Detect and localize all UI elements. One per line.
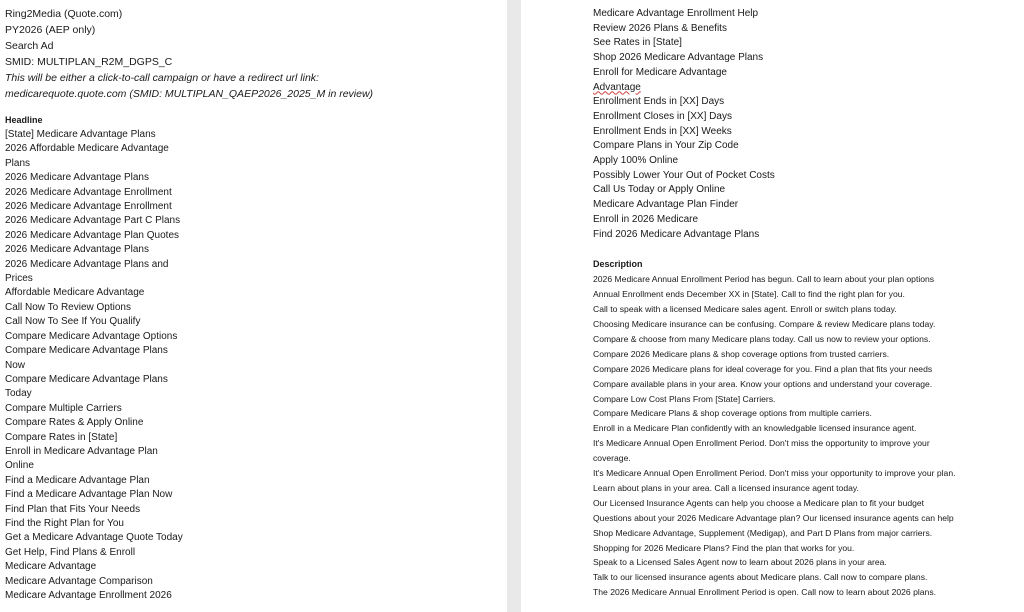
headline-item: Enrollment Ends in [XX] Days <box>593 96 725 108</box>
headline-label: Headline <box>5 115 43 125</box>
headline-item: Find a Medicare Advantage Plan <box>5 474 150 486</box>
description-item: Annual Enrollment ends December XX in [State]. Call to find the right plan for you. <box>593 289 905 300</box>
headline-item: Medicare Advantage Plan Finder <box>593 199 739 211</box>
description-item: Enroll in a Medicare Plan confidently with an knowledgable licensed insurance agent. <box>593 423 917 434</box>
description-item: Compare 2026 Medicare plans for ideal coverage for you. Find a plan that fits your needs <box>593 363 933 374</box>
meta-line: SMID: MULTIPLAN_R2M_DGPS_C <box>5 56 173 68</box>
headline-item: Apply 100% Online <box>593 155 679 167</box>
headline-item: Review 2026 Plans & Benefits <box>593 22 727 34</box>
description-item: It's Medicare Annual Open Enrollment Period. Don't miss the opportunity to improve your <box>593 438 930 449</box>
headline-item: Enrollment Ends in [XX] Weeks <box>593 125 732 137</box>
description-label: Description <box>593 259 643 270</box>
headline-item: 2026 Medicare Advantage Plans and <box>5 258 169 270</box>
headline-item: Enroll in 2026 Medicare <box>593 213 699 225</box>
right-page-content <box>593 7 1021 600</box>
headline-item: Affordable Medicare Advantage <box>5 287 145 299</box>
description-item: It's Medicare Annual Open Enrollment Period. Don't miss your opportunity to improve your plan. <box>593 468 956 479</box>
headline-item: Compare Multiple Carriers <box>5 402 122 414</box>
description-item: The 2026 Medicare Annual Enrollment Period is open. Call now to learn about 2026 plans. <box>593 587 937 598</box>
note-line: medicarequote.quote.com (SMID: MULTIPLAN_QAEP2026_2025_M in review) <box>5 88 374 100</box>
headline-item: Online <box>5 460 34 472</box>
meta-line: PY2026 (AEP only) <box>5 24 96 36</box>
headline-item: [State] Medicare Advantage Plans <box>5 129 156 140</box>
description-item: Shop Medicare Advantage, Supplement (Medigap), and Part D Plans from major carriers. <box>593 527 933 538</box>
headline-item: Enroll in Medicare Advantage Plan <box>5 445 158 457</box>
right-document-page <box>521 0 1024 612</box>
headline-item: 2026 Medicare Advantage Plan Quotes <box>5 229 180 241</box>
headline-item: Compare Rates & Apply Online <box>5 417 144 429</box>
headline-item: Compare Rates in [State] <box>5 431 118 443</box>
headline-item: Compare Plans in Your Zip Code <box>593 140 739 152</box>
headline-item: Call Now To See If You Qualify <box>5 316 141 328</box>
headline-item: 2026 Medicare Advantage Part C Plans <box>5 215 181 227</box>
headline-item: Compare Medicare Advantage Plans <box>5 345 168 357</box>
headline-item: Shop 2026 Medicare Advantage Plans <box>593 52 764 64</box>
campaign-info <box>5 6 500 102</box>
headline-item: 2026 Medicare Advantage Enrollment <box>5 186 172 198</box>
meta-line: Search Ad <box>5 40 54 52</box>
headline-item: Medicare Advantage Enrollment Help <box>593 8 759 19</box>
headline-item: Medicare Advantage Comparison <box>5 575 153 587</box>
headline-item: Plans <box>5 157 31 169</box>
description-item: Compare & choose from many Medicare plans today. Call us now to review your options. <box>593 333 931 344</box>
description-item: Speak to a Licensed Sales Agent now to learn about 2026 plans in your area. <box>593 557 887 568</box>
headline-item: 2026 Medicare Advantage Plans <box>5 172 149 184</box>
headline-item: Call Now To Review Options <box>5 301 131 313</box>
description-item: Compare Medicare Plans & shop coverage options from multiple carriers. <box>593 408 872 419</box>
headline-item: Possibly Lower Your Out of Pocket Costs <box>593 169 775 181</box>
headline-item: Medicare Advantage <box>5 561 97 573</box>
headline-list <box>5 128 500 603</box>
headline-item: Find 2026 Medicare Advantage Plans <box>593 228 760 240</box>
description-item: Talk to our licensed insurance agents about Medicare plans. Call now to compare plans. <box>593 572 928 583</box>
description-item: Questions about your 2026 Medicare Advantage plan? Our licensed insurance agents can help <box>593 512 954 523</box>
left-document-page <box>0 0 507 612</box>
description-list <box>593 272 1021 600</box>
headline-item: Get a Medicare Advantage Quote Today <box>5 532 183 544</box>
meta-line: Ring2Media (Quote.com) <box>5 8 123 20</box>
headline-item: Find Plan that Fits Your Needs <box>5 503 141 515</box>
description-item: Compare Low Cost Plans From [State] Carriers. <box>593 393 776 404</box>
headline-item: 2026 Affordable Medicare Advantage <box>5 143 169 155</box>
headline-item: Enrollment Closes in [XX] Days <box>593 110 732 122</box>
description-item: Our Licensed Insurance Agents can help you choose a Medicare plan to fit your budget <box>593 497 925 508</box>
description-item: Learn about plans in your area. Call a licensed insurance agent today. <box>593 482 859 493</box>
description-item: Call to speak with a licensed Medicare sales agent. Enroll or switch plans today. <box>593 304 897 315</box>
description-item: 2026 Medicare Annual Enrollment Period has begun. Call to learn about your plan options <box>593 274 935 285</box>
headline-item: Find the Right Plan for You <box>5 517 124 529</box>
headline-item: Enroll for Medicare Advantage <box>593 66 727 78</box>
headline-item: Advantage <box>593 81 641 93</box>
description-item: Shopping for 2026 Medicare Plans? Find the plan that works for you. <box>593 542 855 553</box>
headline-item: Today <box>5 388 32 400</box>
headline-item: Get Help, Find Plans & Enroll <box>5 546 136 558</box>
headline-list-continued <box>593 7 1021 242</box>
headline-item: 2026 Medicare Advantage Plans <box>5 244 149 256</box>
note-line: This will be either a click-to-call campaign or have a redirect url link: <box>5 72 319 84</box>
description-item: coverage. <box>593 453 631 464</box>
headline-item: Find a Medicare Advantage Plan Now <box>5 489 173 501</box>
headline-item: Medicare Advantage Enrollment 2026 <box>5 590 172 601</box>
left-page-content <box>5 6 500 603</box>
description-item: Compare available plans in your area. Know your options and understand your coverage. <box>593 378 933 389</box>
headline-item: Compare Medicare Advantage Plans <box>5 373 168 385</box>
headline-item: Compare Medicare Advantage Options <box>5 330 178 342</box>
headline-item: 2026 Medicare Advantage Enrollment <box>5 201 172 213</box>
headline-item: See Rates in [State] <box>593 37 682 49</box>
page-separator <box>507 0 521 612</box>
headline-item: Now <box>5 359 26 371</box>
headline-item: Prices <box>5 273 33 285</box>
description-item: Compare 2026 Medicare plans & shop coverage options from trusted carriers. <box>593 348 890 359</box>
headline-item: Call Us Today or Apply Online <box>593 184 726 196</box>
description-item: Choosing Medicare insurance can be confusing. Compare & review Medicare plans today. <box>593 318 936 329</box>
